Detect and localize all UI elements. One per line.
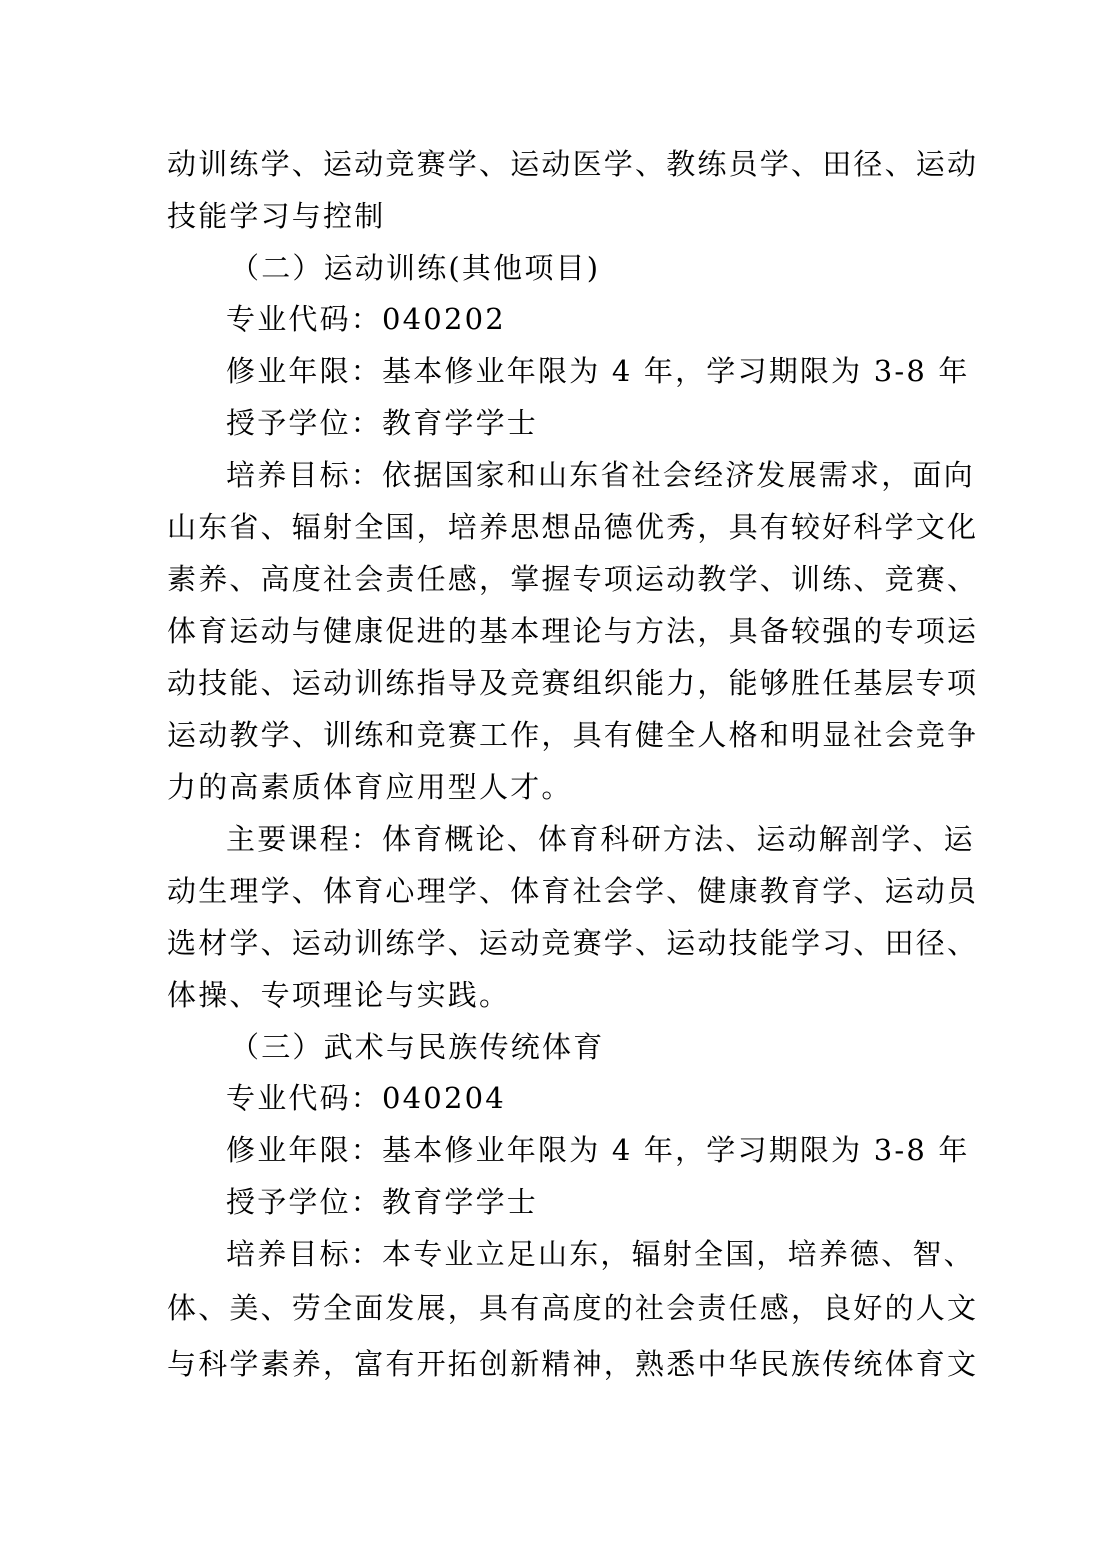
body-line: 选材学、运动训练学、运动竞赛学、运动技能学习、田径、: [167, 926, 979, 960]
duration-line: 修业年限：基本修业年限为 4 年，学习期限为 3-8 年: [226, 1133, 970, 1167]
body-line: 体、美、劳全面发展，具有高度的社会责任感，良好的人文: [167, 1291, 979, 1325]
section-heading-2: （二）运动训练(其他项目): [230, 251, 601, 285]
degree-line: 授予学位：教育学学士: [226, 1185, 539, 1219]
body-line: 动技能、运动训练指导及竞赛组织能力，能够胜任基层专项: [167, 666, 979, 700]
body-line: 技能学习与控制: [167, 199, 386, 233]
body-line: 素养、高度社会责任感，掌握专项运动教学、训练、竞赛、: [167, 562, 979, 596]
degree-line: 授予学位：教育学学士: [226, 406, 539, 440]
courses-line: 主要课程：体育概论、体育科研方法、运动解剖学、运: [226, 822, 975, 856]
major-code-line: 专业代码：040204: [226, 1081, 506, 1115]
body-line: 体育运动与健康促进的基本理论与方法，具备较强的专项运: [167, 614, 979, 648]
body-line: 与科学素养，富有开拓创新精神，熟悉中华民族传统体育文: [167, 1347, 979, 1381]
body-line: 运动教学、训练和竞赛工作，具有健全人格和明显社会竞争: [167, 718, 979, 752]
body-line: 山东省、辐射全国，培养思想品德优秀，具有较好科学文化: [167, 510, 979, 544]
duration-line: 修业年限：基本修业年限为 4 年，学习期限为 3-8 年: [226, 354, 970, 388]
goal-line: 培养目标：本专业立足山东，辐射全国，培养德、智、: [226, 1237, 975, 1271]
body-line: 力的高素质体育应用型人才。: [167, 770, 573, 804]
body-line: 动生理学、体育心理学、体育社会学、健康教育学、运动员: [167, 874, 979, 908]
body-line: 动训练学、运动竞赛学、运动医学、教练员学、田径、运动: [167, 147, 979, 181]
goal-line: 培养目标：依据国家和山东省社会经济发展需求，面向: [226, 458, 975, 492]
major-code-line: 专业代码：040202: [226, 302, 506, 336]
body-line: 体操、专项理论与实践。: [167, 978, 511, 1012]
section-heading-3: （三）武术与民族传统体育: [230, 1030, 605, 1064]
